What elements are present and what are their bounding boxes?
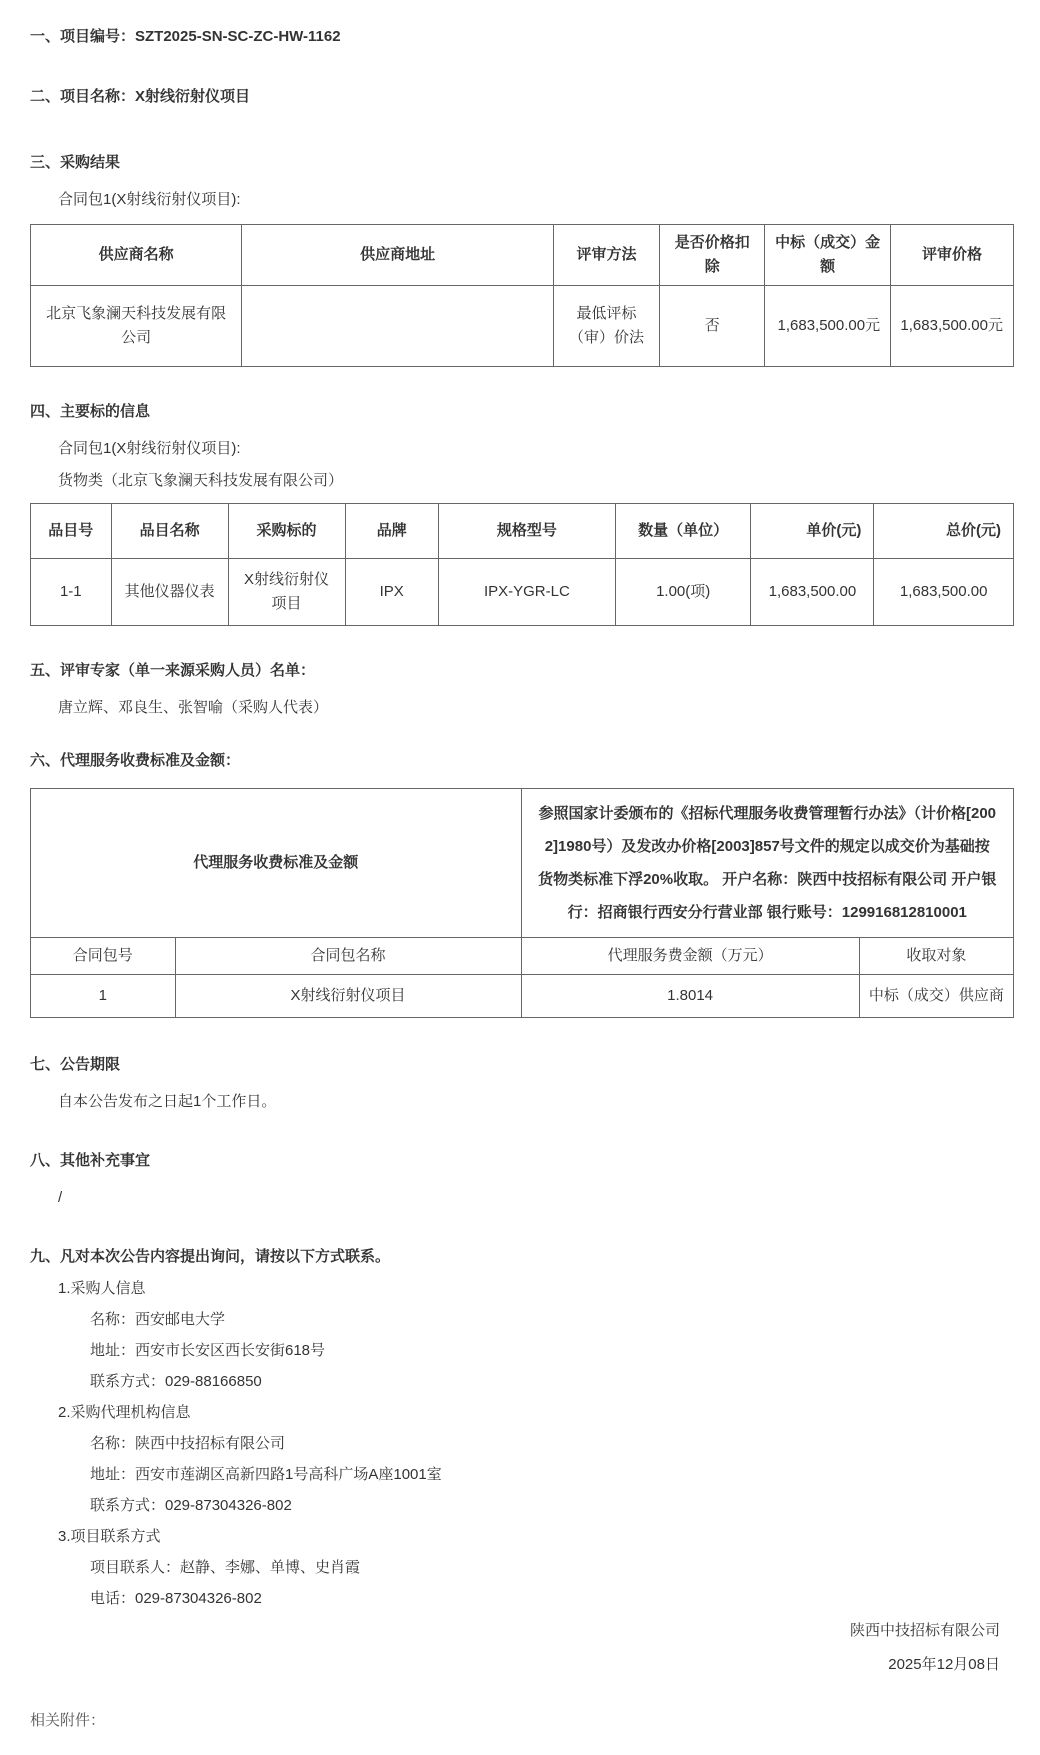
purchaser-info-title: 1.采购人信息 <box>58 1280 146 1297</box>
table-row <box>31 975 1014 1018</box>
agency-address: 地址：西安市莲湖区高新四路1号高科广场A座1001室 <box>90 1466 442 1483</box>
agency-phone: 联系方式：029-87304326-802 <box>90 1497 292 1514</box>
column-header-supplier-name: 供应商名称 <box>31 225 242 286</box>
purchaser-name: 名称：西安邮电大学 <box>90 1311 226 1328</box>
column-header-package-no: 合同包号 <box>31 938 176 975</box>
contact-block <box>30 1279 1014 1609</box>
footer-date: 2025年12月08日 <box>888 1656 1000 1673</box>
supplier-address-cell <box>242 286 554 367</box>
section-4-heading: 四、主要标的信息 <box>30 403 151 420</box>
category-line: 货物类（北京飞象澜天科技发展有限公司） <box>58 472 344 489</box>
package-no-cell: 1 <box>31 975 176 1018</box>
section-7-heading: 七、公告期限 <box>30 1056 121 1073</box>
fee-payer-cell: 中标（成交）供应商 <box>859 975 1013 1018</box>
agency-name: 名称：陕西中技招标有限公司 <box>90 1435 286 1452</box>
subject-cell: X射线衍射仪项目 <box>228 559 345 626</box>
award-amount-cell: 1,683,500.00元 <box>765 286 891 367</box>
unit-price-cell: 1,683,500.00 <box>751 559 874 626</box>
table-row <box>31 559 1014 626</box>
table-header-row <box>31 504 1014 559</box>
project-phone: 电话：029-87304326-802 <box>90 1590 262 1607</box>
item-name-cell: 其他仪器仪表 <box>111 559 228 626</box>
project-contact-title: 3.项目联系方式 <box>58 1528 161 1545</box>
review-method-cell: 最低评标（审）价法 <box>553 286 659 367</box>
section-9-heading: 九、凡对本次公告内容提出询问，请按以下方式联系。 <box>30 1248 391 1265</box>
project-contacts: 项目联系人：赵静、李娜、单博、史肖霞 <box>90 1559 361 1576</box>
column-header-review-price: 评审价格 <box>891 225 1014 286</box>
attachments-label: 相关附件： <box>30 1712 106 1729</box>
price-deduction-cell: 否 <box>660 286 765 367</box>
column-header-price-deduction: 是否价格扣除 <box>660 225 765 286</box>
expert-list: 唐立辉、邓良生、张智喻（采购人代表） <box>58 699 329 716</box>
column-header-item-no: 品目号 <box>31 504 112 559</box>
section-6-heading: 六、代理服务收费标准及金额： <box>30 752 241 769</box>
footer-company: 陕西中技招标有限公司 <box>849 1622 1000 1639</box>
subject-info-table <box>30 503 1014 626</box>
column-header-subject: 采购标的 <box>228 504 345 559</box>
column-header-review-method: 评审方法 <box>553 225 659 286</box>
supplement-text: / <box>58 1189 63 1206</box>
table-row <box>31 286 1014 367</box>
column-header-model: 规格型号 <box>438 504 615 559</box>
column-header-item-name: 品目名称 <box>111 504 228 559</box>
fee-amount-cell: 1.8014 <box>521 975 859 1018</box>
model-cell: IPX-YGR-LC <box>438 559 615 626</box>
package-name-cell: X射线衍射仪项目 <box>175 975 521 1018</box>
review-price-cell: 1,683,500.00元 <box>891 286 1014 367</box>
notice-period-text: 自本公告发布之日起1个工作日。 <box>58 1093 277 1110</box>
brand-cell: IPX <box>345 559 438 626</box>
table-header-row <box>31 225 1014 286</box>
section-3-heading: 三、采购结果 <box>30 154 121 171</box>
column-header-quantity: 数量（单位） <box>615 504 751 559</box>
agency-info-title: 2.采购代理机构信息 <box>58 1404 191 1421</box>
purchaser-address: 地址：西安市长安区西长安街618号 <box>90 1342 326 1359</box>
total-price-cell: 1,683,500.00 <box>874 559 1014 626</box>
column-header-package-name: 合同包名称 <box>175 938 521 975</box>
column-header-fee-amount: 代理服务费金额（万元） <box>521 938 859 975</box>
column-header-award-amount: 中标（成交）金额 <box>765 225 891 286</box>
agency-fee-table <box>30 788 1014 1018</box>
section-5-heading: 五、评审专家（单一来源采购人员）名单： <box>30 662 316 679</box>
agency-fee-summary-row <box>31 789 1014 938</box>
section-2-heading: 二、项目名称：X射线衍射仪项目 <box>30 88 251 105</box>
table-header-row <box>31 938 1014 975</box>
section-1-heading: 一、项目编号：SZT2025-SN-SC-ZC-HW-1162 <box>30 28 341 45</box>
agency-fee-label-cell: 代理服务收费标准及金额 <box>31 789 522 938</box>
agency-fee-description-cell: 参照国家计委颁布的《招标代理服务收费管理暂行办法》（计价格[2002]1980号）及发改办价格[2003]857号文件的规定以成交价为基础按货物类标准下浮20%收取。 开户名称：陕西中技招标有限公司 开户银行：招商银行西安分行营业部 银行账号：129916812810001 <box>521 789 1013 938</box>
column-header-supplier-address: 供应商地址 <box>242 225 554 286</box>
package-line-2: 合同包1(X射线衍射仪项目): <box>58 440 241 457</box>
supplier-name-cell: 北京飞象澜天科技发展有限公司 <box>31 286 242 367</box>
column-header-brand: 品牌 <box>345 504 438 559</box>
quantity-cell: 1.00(项) <box>615 559 751 626</box>
procurement-result-table <box>30 224 1014 367</box>
purchaser-phone: 联系方式：029-88166850 <box>90 1373 262 1390</box>
item-no-cell: 1-1 <box>31 559 112 626</box>
column-header-fee-payer: 收取对象 <box>859 938 1013 975</box>
package-line-1: 合同包1(X射线衍射仪项目): <box>58 191 241 208</box>
column-header-unit-price: 单价(元) <box>751 504 874 559</box>
section-8-heading: 八、其他补充事宜 <box>30 1152 151 1169</box>
column-header-total-price: 总价(元) <box>874 504 1014 559</box>
